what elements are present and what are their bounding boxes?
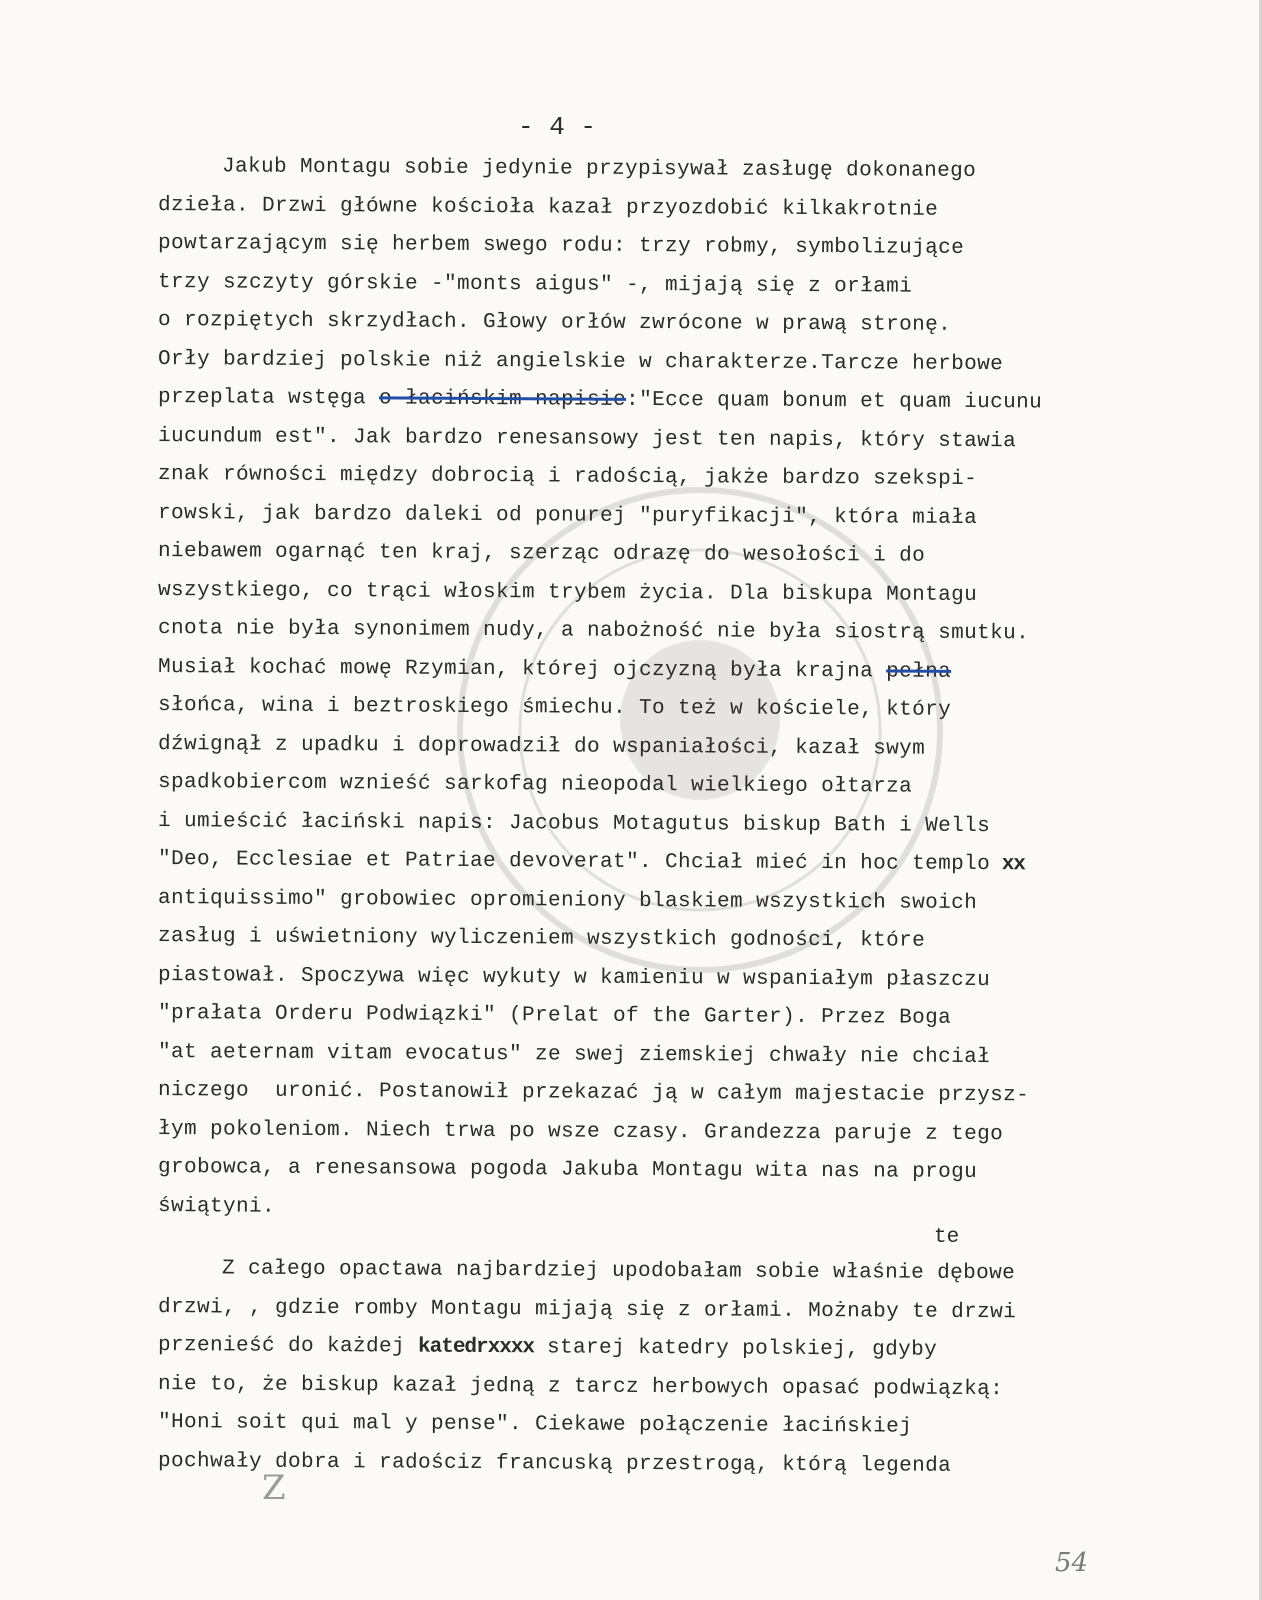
text-line: łym pokoleniom. Niech trwa po wsze czasy. Grandezza paruje z tego [157,1117,1004,1146]
text-line: nie to, że biskup kazał jedną z tarcz herbowych opasać podwiązką: [157,1372,1004,1401]
text-line [158,379,1238,424]
text-line: i umieścić łaciński napis: Jacobus Motagutus biskup Bath i Wells [157,809,991,838]
text-line: trzy szczyty górskie -"monts aigus" -, mijają się z orłami [157,270,913,299]
text-line: drzwi, , gdzie romby Montagu mijają się z orłami. Możnaby te drzwi [157,1295,1017,1324]
text-line [158,1327,1238,1372]
blue-strikethrough: o łacińskim napisie [378,387,627,412]
text-line: powtarzającym się herbem swego rodu: trzy robmy, symbolizujące [157,232,965,260]
text-line: słońca, wina i beztroskiego śmiechu. To też w kościele, który [157,694,952,722]
text-line: "Honi soit qui mal y pense". Ciekawe połączenie łacińskiej [157,1411,913,1439]
text-line: wszystkiego, co trąci włoskim trybem życia. Dla biskupa Montagu [157,578,978,607]
text-line: iucundum est". Jak bardzo renesansowy jest ten napis, który stawia [157,424,1017,453]
text-line: zasług i uświetniony wyliczeniem wszystkich godności, które [157,925,926,953]
text-line: dźwignął z upadku i doprowadził do wspaniałości, kazał swym [157,732,926,761]
text-line [158,649,1238,694]
typewritten-text [158,148,1238,1481]
text-segment: "Deo, Ecclesiae et Patriae devoverat". Chciał mieć in hoc templo [157,848,991,877]
text-line: Jakub Montagu sobie jedynie przypisywał zasługę dokonanego [221,155,977,183]
text-line: niczego uronić. Postanowił przekazać ją w całym majestacie przysz- [157,1079,1030,1108]
text-line: świątyni. [157,1194,276,1219]
text-line: dzieła. Drzwi główne kościoła kazał przyozdobić kilkakrotnie [157,193,939,222]
text-line: Z całego opactawa najbardziej upodobałam sobie właśnie dębowe [221,1257,1016,1286]
text-line: "at aeternam vitam evocatus" ze swej ziemskiej chwały nie chciał [157,1040,991,1069]
text-line: rowski, jak bardzo daleki od ponurej "puryfikacji", która miała [157,501,978,530]
text-segment: przeplata wstęga [157,386,380,411]
text-line: grobowca, a renesansowa pogoda Jakuba Montagu wita nas na progu [157,1156,978,1185]
text-line: pochwały dobra i radościz francuską przestrogą, którą legenda [157,1449,952,1478]
text-segment: na [847,659,887,683]
text-line: antiquissimo" grobowiec opromieniony blaskiem wszystkich swoich [157,886,978,915]
interlinear-insert: te [934,1226,960,1249]
text-segment: :"Ecce quam bonum et quam iucunu [626,388,1043,415]
text-line: cnota nie była synonimem nudy, a nabożność nie była siostrą smutku. [157,617,1030,646]
text-line: "prałata Orderu Podwiązki" (Prelat of the Garter). Przez Boga [157,1002,952,1030]
text-line: spadkobiercom wznieść sarkofag nieopodal wielkiego ołtarza [157,771,913,799]
page-number: - 4 - [518,112,597,142]
text-line: znak równości między dobrocią i radością, jakże bardzo szekspi- [157,463,978,492]
pencil-mark: Z [262,1468,286,1508]
xout-word: katedrxxxx [417,1335,535,1360]
xout-mark: xx [990,853,1026,877]
struck-word: pełna [886,659,952,684]
text-line: niebawem ogarnąć ten kraj, szerząc odrazę do wesołości i do [157,540,926,568]
text-line [158,841,1238,886]
text-segment: starej katedry polskiej, gdyby [534,1336,938,1362]
text-line: o rozpiętych skrzydłach. Głowy orłów zwrócone w prawą stronę. [157,309,952,337]
text-line: piastował. Spoczywa więc wykuty w kamieniu w wspaniałym płaszczu [157,963,991,992]
text-line: Orły bardziej polskie niż angielskie w charakterze.Tarcze herbowe [157,347,1004,376]
folio-number: 54 [1055,1548,1089,1578]
text-segment: Musiał kochać mowę Rzymian, której ojczyzną była kraj [157,655,848,683]
text-segment: przenieść do każdej [157,1334,419,1359]
